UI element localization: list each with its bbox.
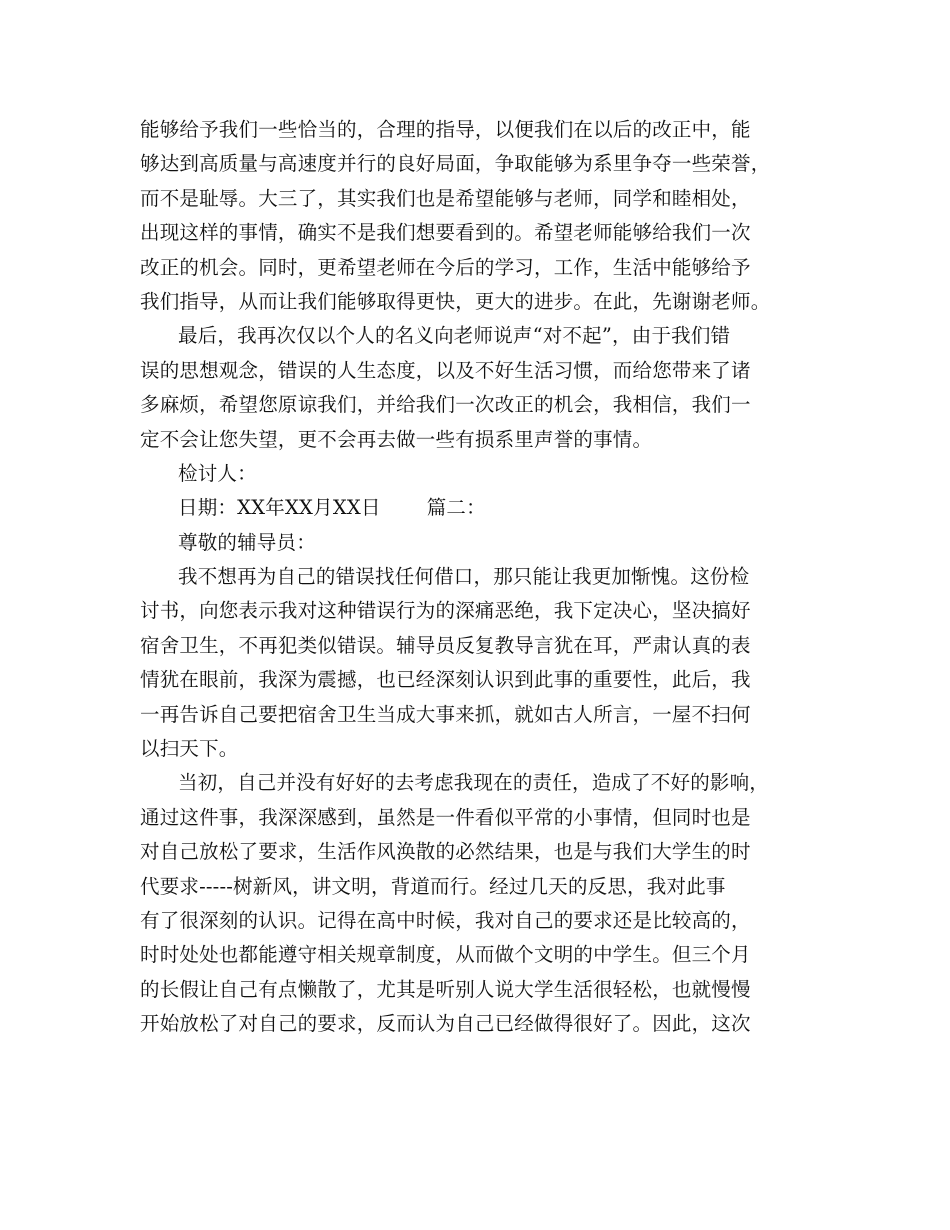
paragraph-start-line: 当初，自己并没有好好的去考虑我现在的责任，造成了不好的影响， [178, 771, 770, 795]
text-line: 对自己放松了要求，生活作风涣散的必然结果，也是与我们大学生的时 [140, 840, 751, 864]
text-line: 通过这件事，我深深感到，虽然是一件看似平常的小事情，但同时也是 [140, 805, 751, 829]
text-line: 以扫天下。 [140, 737, 239, 761]
text-line: 的长假让自己有点懒散了，尤其是听别人说大学生活很轻松，也就慢慢 [140, 977, 751, 1001]
text-line: 时时处处也都能遵守相关规章制度，从而做个文明的中学生。但三个月 [140, 943, 751, 967]
text-line: 多麻烦，希望您原谅我们，并给我们一次改正的机会，我相信，我们一 [140, 393, 751, 417]
date-text: 日期：XX年XX月XX日 [178, 496, 381, 520]
text-line: 改正的机会。同时，更希望老师在今后的学习，工作，生活中能够给予 [140, 255, 751, 279]
text-line: 够达到高质量与高速度并行的良好局面，争取能够为系里争夺一些荣誉， [140, 152, 771, 176]
text-line: 误的思想观念，错误的人生态度，以及不好生活习惯，而给您带来了诸 [140, 358, 751, 382]
text-line: 讨书，向您表示我对这种错误行为的深痛恶绝，我下定决心，坚决搞好 [140, 599, 751, 623]
paragraph-start-line: 最后，我再次仅以个人的名义向老师说声“对不起”，由于我们错 [178, 324, 731, 348]
text-line: 一再告诉自己要把宿舍卫生当成大事来抓，就如古人所言，一屋不扫何 [140, 702, 751, 726]
paragraph-start-line: 我不想再为自己的错误找任何借口，那只能让我更加惭愧。这份检 [178, 565, 750, 589]
document-body [140, 113, 820, 1042]
text-line: 而不是耻辱。大三了，其实我们也是希望能够与老师，同学和睦相处， [140, 186, 751, 210]
text-line: 我们指导，从而让我们能够取得更快，更大的进步。在此，先谢谢老师。 [140, 289, 771, 313]
date-line [140, 491, 820, 525]
text-line: 代要求-----树新风，讲文明，背道而行。经过几天的反思，我对此事 [140, 874, 726, 898]
salutation: 尊敬的辅导员： [178, 530, 316, 554]
text-line: 定不会让您失望，更不会再去做一些有损系里声誉的事情。 [140, 427, 653, 451]
text-line: 情犹在眼前，我深为震撼，也已经深刻认识到此事的重要性，此后，我 [140, 668, 751, 692]
text-line: 宿舍卫生，不再犯类似错误。辅导员反复教导言犹在耳，严肃认真的表 [140, 633, 751, 657]
text-line: 有了很深刻的认识。记得在高中时候，我对自己的要求还是比较高的， [140, 908, 751, 932]
section-heading: 篇二： [426, 496, 486, 520]
text-line: 能够给予我们一些恰当的，合理的指导，以便我们在以后的改正中，能 [140, 118, 751, 141]
text-line: 出现这样的事情，确实不是我们想要看到的。希望老师能够给我们一次 [140, 221, 751, 245]
signature-label: 检讨人： [178, 461, 257, 485]
text-line: 开始放松了对自己的要求，反而认为自己已经做得很好了。因此，这次 [140, 1012, 751, 1036]
